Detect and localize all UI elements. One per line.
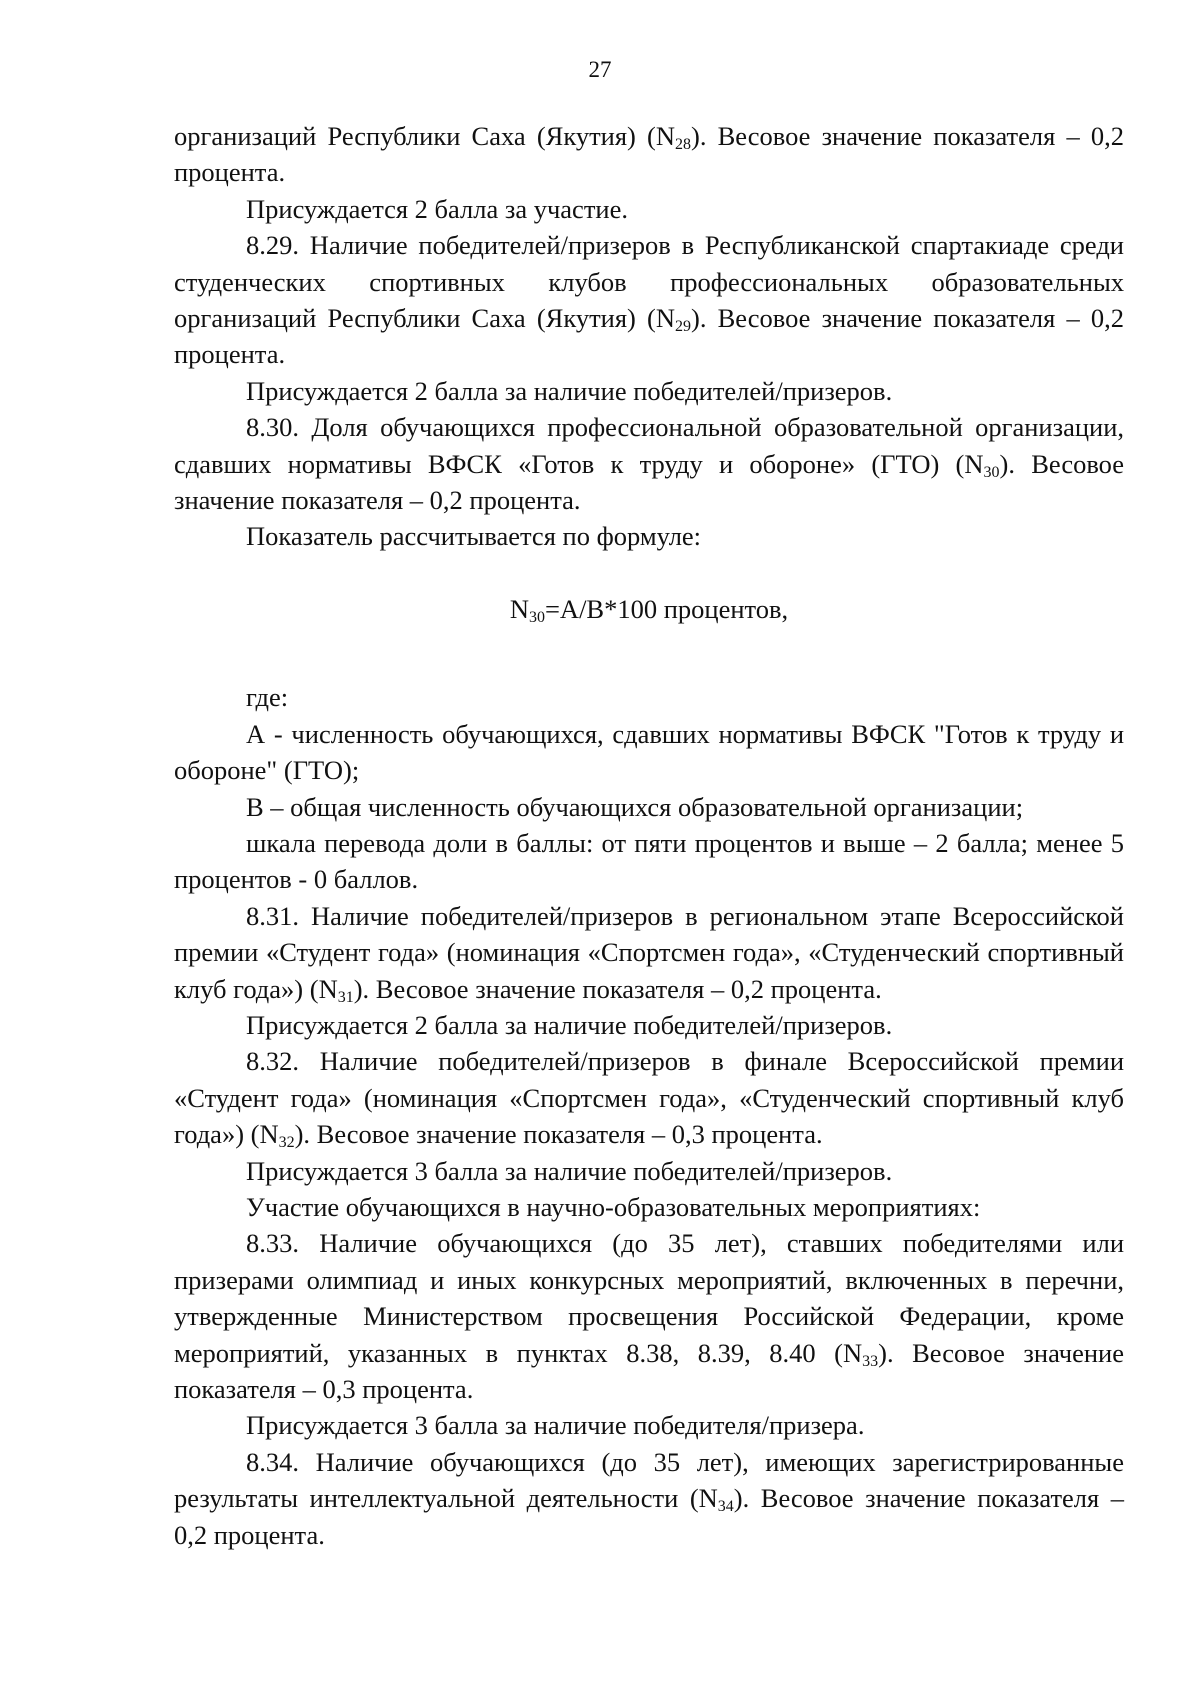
paragraph-definition-a: А - численность обучающихся, сдавших нормативы ВФСК "Готов к труду и обороне" (ГТО); — [174, 718, 1124, 786]
paragraph-continuation-n28 — [174, 118, 1124, 191]
paragraph-text: ). Весовое значение показателя – 0,2 процента. — [174, 303, 1125, 370]
paragraph-scale: шкала перевода доли в баллы: от пяти процентов и выше – 2 балла; менее 5 процентов - 0 баллов. — [174, 827, 1124, 895]
paragraph-text: ). Весовое значение показателя – 0,3 процента. — [294, 1119, 823, 1150]
formula-text: =A/B*100 процентов, — [544, 593, 789, 624]
paragraph-definition-b: В – общая численность обучающихся образовательной организации; — [246, 791, 1024, 822]
paragraph-award-winners: Присуждается 2 балла за наличие победителей/призеров. — [246, 375, 893, 406]
paragraph-text: ). Весовое значение показателя – 0,2 процента. — [174, 448, 1124, 516]
paragraph-award-winners: Присуждается 3 балла за наличие победителей/призеров. — [246, 1155, 893, 1186]
paragraph-8-30 — [174, 409, 1124, 518]
paragraph-8-33 — [174, 1225, 1124, 1407]
formula-text: N — [509, 593, 529, 624]
paragraph-8-34 — [174, 1444, 1124, 1553]
paragraph-text: 8.29. Наличие победителей/призеров в Республиканской спартакиаде среди студенческих спортивных клубов профессиональных образовательных организаций Республики Саха (Якутия) (N — [174, 230, 1124, 334]
paragraph-text: 8.33. Наличие обучающихся (до 35 лет), ставших победителями или призерами олимпиад и иных конкурсных мероприятий, включенных в перечни, утвержденные Министерством просвещения Российской Федерации, кроме мероприятий, указанных в пунктах 8.38, 8.39, 8.40 (N — [174, 1228, 1124, 1368]
paragraph-award-winner: Присуждается 3 балла за наличие победителя/призера. — [246, 1410, 865, 1441]
paragraph-where: где: — [246, 682, 289, 713]
subscript-index: 31 — [337, 988, 354, 1006]
subscript-index: 32 — [278, 1134, 295, 1152]
formula — [174, 591, 1124, 627]
paragraph-formula-intro: Показатель рассчитывается по формуле: — [246, 521, 702, 552]
paragraph-section-heading: Участие обучающихся в научно-образовательных мероприятиях: — [246, 1191, 981, 1222]
subscript-index: 28 — [675, 136, 691, 153]
paragraph-text: ). Весовое значение показателя – 0,2 процента. — [174, 121, 1125, 188]
paragraph-text: 8.31. Наличие победителей/призеров в региональном этапе Всероссийской премии «Студент года» (номинация «Спортсмен года», «Студенческий спортивный клуб года») (N — [174, 900, 1124, 1004]
subscript-index: 30 — [983, 463, 1000, 481]
paragraph-text: 8.32. Наличие победителей/призеров в финале Всероссийской премии «Студент года» (номинация «Спортсмен года», «Студенческий спортивный клуб года») (N — [174, 1046, 1124, 1150]
paragraph-text: организаций Республики Саха (Якутия) (N — [174, 121, 675, 151]
paragraph-text: 8.34. Наличие обучающихся (до 35 лет), имеющих зарегистрированные результаты интеллектуальной деятельности (N — [174, 1446, 1124, 1514]
subscript-index: 30 — [528, 608, 545, 626]
paragraph-text: ). Весовое значение показателя – 0,3 процента. — [174, 1337, 1124, 1404]
document-body — [174, 118, 1124, 1553]
paragraph-text: ). Весовое значение показателя – 0,2 процента. — [353, 973, 882, 1004]
subscript-index: 29 — [675, 318, 691, 336]
paragraph-award-winners: Присуждается 2 балла за наличие победителей/призеров. — [246, 1009, 893, 1040]
subscript-index: 34 — [717, 1498, 734, 1516]
paragraph-award-participation: Присуждается 2 балла за участие. — [246, 193, 628, 224]
paragraph-8-32 — [174, 1043, 1124, 1152]
paragraph-text: 8.30. Доля обучающихся профессиональной образовательной организации, сдавших нормативы ВФСК «Готов к труду и обороне» (ГТО) (N — [174, 412, 1124, 479]
paragraph-8-29 — [174, 227, 1124, 373]
paragraph-text: ). Весовое значение показателя – 0,2 процента. — [174, 1483, 1124, 1550]
paragraph-8-31 — [174, 898, 1124, 1007]
page-number: 27 — [588, 57, 612, 82]
subscript-index: 33 — [862, 1352, 879, 1370]
